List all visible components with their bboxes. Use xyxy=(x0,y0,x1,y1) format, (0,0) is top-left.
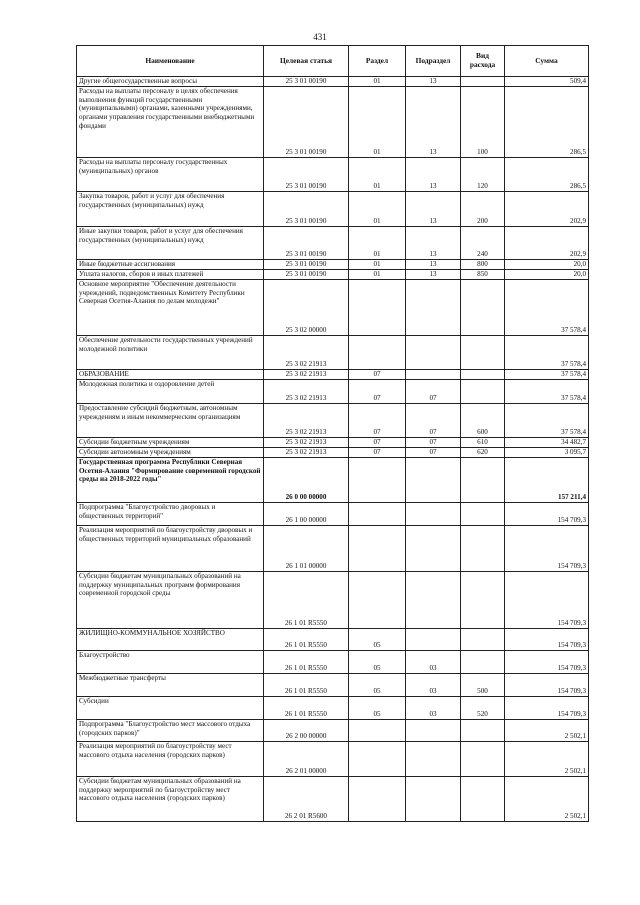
row-name: ОБРАЗОВАНИЕ xyxy=(77,369,264,379)
row-target-article: 26 1 01 R5550 xyxy=(264,571,349,628)
row-section: 01 xyxy=(349,86,406,157)
row-name: Благоустройство xyxy=(77,650,264,673)
row-name: Уплата налогов, сборов и иных платежей xyxy=(77,269,264,279)
table-row xyxy=(77,447,589,457)
row-target-article: 26 1 01 R5550 xyxy=(264,628,349,650)
row-expense-type xyxy=(461,279,505,335)
table-row xyxy=(77,525,589,571)
row-name: Обеспечение деятельности государственных учреждений молодежной политики xyxy=(77,335,264,369)
row-sum: 37 578,4 xyxy=(505,279,589,335)
row-section xyxy=(349,335,406,369)
row-sum: 154 709,3 xyxy=(505,571,589,628)
row-sum: 202,9 xyxy=(505,226,589,259)
table-row xyxy=(77,502,589,525)
table-row xyxy=(77,369,589,379)
row-section: 01 xyxy=(349,269,406,279)
table-row xyxy=(77,571,589,628)
row-name: Основное мероприятие "Обеспечение деятельности учреждений, подведомственных Комитету Республики Северная Осетия-Алания по делам молодежи" xyxy=(77,279,264,335)
row-sum: 34 482,7 xyxy=(505,437,589,447)
row-sum: 154 709,3 xyxy=(505,525,589,571)
row-name: Молодежная политика и оздоровление детей xyxy=(77,379,264,403)
row-sum: 2 502,1 xyxy=(505,741,589,776)
row-subsection: 13 xyxy=(406,157,461,191)
table-row xyxy=(77,77,589,87)
table-row xyxy=(77,226,589,259)
row-expense-type: 600 xyxy=(461,403,505,437)
row-expense-type: 200 xyxy=(461,191,505,226)
table-row xyxy=(77,437,589,447)
row-target-article: 26 0 00 00000 xyxy=(264,457,349,502)
row-name: Межбюджетные трансферты xyxy=(77,673,264,696)
header-target-article: Целевая статья xyxy=(264,46,349,77)
row-target-article: 26 2 01 00000 xyxy=(264,741,349,776)
row-expense-type xyxy=(461,650,505,673)
row-target-article: 26 1 01 R5550 xyxy=(264,696,349,719)
table-row xyxy=(77,259,589,269)
row-section xyxy=(349,719,406,741)
row-target-article: 26 2 01 R5600 xyxy=(264,776,349,821)
row-target-article: 25 3 01 00190 xyxy=(264,157,349,191)
table-row xyxy=(77,628,589,650)
row-section xyxy=(349,776,406,821)
row-target-article: 25 3 01 00190 xyxy=(264,77,349,87)
row-target-article: 25 3 02 00000 xyxy=(264,279,349,335)
row-expense-type: 100 xyxy=(461,86,505,157)
row-target-article: 26 2 00 00000 xyxy=(264,719,349,741)
row-subsection: 07 xyxy=(406,437,461,447)
row-name: Предоставление субсидий бюджетным, автономным учреждениям и иным некоммерческим организациям xyxy=(77,403,264,437)
row-expense-type: 120 xyxy=(461,157,505,191)
table-row xyxy=(77,650,589,673)
row-expense-type xyxy=(461,379,505,403)
row-name: Закупка товаров, работ и услуг для обеспечения государственных (муниципальных) нужд xyxy=(77,191,264,226)
row-subsection: 07 xyxy=(406,447,461,457)
row-target-article: 25 3 02 21913 xyxy=(264,437,349,447)
row-expense-type xyxy=(461,628,505,650)
table-row xyxy=(77,403,589,437)
row-target-article: 25 3 02 21913 xyxy=(264,369,349,379)
row-section xyxy=(349,525,406,571)
table-row xyxy=(77,269,589,279)
row-subsection: 13 xyxy=(406,77,461,87)
row-name: ЖИЛИЩНО-КОММУНАЛЬНОЕ ХОЗЯЙСТВО xyxy=(77,628,264,650)
row-target-article: 25 3 01 00190 xyxy=(264,191,349,226)
header-sum: Сумма xyxy=(505,46,589,77)
row-subsection xyxy=(406,457,461,502)
table-row xyxy=(77,457,589,502)
row-expense-type: 500 xyxy=(461,673,505,696)
row-subsection xyxy=(406,628,461,650)
row-expense-type xyxy=(461,525,505,571)
table-row xyxy=(77,741,589,776)
row-target-article: 25 3 02 21913 xyxy=(264,403,349,437)
row-sum: 37 578,4 xyxy=(505,369,589,379)
row-target-article: 25 3 01 00190 xyxy=(264,269,349,279)
row-name: Государственная программа Республики Северная Осетия-Алания "Формирование современной городской среды на 2018-2022 годы" xyxy=(77,457,264,502)
row-name: Расходы на выплаты персоналу в целях обеспечения выполнения функций государственными (муниципальными) органами, казенными учреждениями, органами управления государственными внебюджетными фондами xyxy=(77,86,264,157)
row-sum: 157 211,4 xyxy=(505,457,589,502)
row-expense-type: 610 xyxy=(461,437,505,447)
row-sum: 202,9 xyxy=(505,191,589,226)
row-section xyxy=(349,502,406,525)
row-name: Подпрограмма "Благоустройство мест массового отдыха (городских парков)" xyxy=(77,719,264,741)
row-subsection: 13 xyxy=(406,259,461,269)
row-subsection: 03 xyxy=(406,650,461,673)
table-row xyxy=(77,335,589,369)
row-name: Субсидии бюджетам муниципальных образований на поддержку муниципальных программ формирования современной городской среды xyxy=(77,571,264,628)
row-sum: 37 578,4 xyxy=(505,335,589,369)
header-subsection: Подраздел xyxy=(406,46,461,77)
row-subsection xyxy=(406,719,461,741)
row-expense-type: 800 xyxy=(461,259,505,269)
table-row xyxy=(77,776,589,821)
row-sum: 286,5 xyxy=(505,157,589,191)
row-subsection: 07 xyxy=(406,403,461,437)
row-expense-type xyxy=(461,457,505,502)
row-sum: 154 709,3 xyxy=(505,696,589,719)
table-row xyxy=(77,696,589,719)
row-expense-type xyxy=(461,335,505,369)
row-expense-type: 850 xyxy=(461,269,505,279)
row-expense-type xyxy=(461,502,505,525)
row-expense-type xyxy=(461,776,505,821)
row-section: 01 xyxy=(349,191,406,226)
row-sum: 3 095,7 xyxy=(505,447,589,457)
row-sum: 154 709,3 xyxy=(505,628,589,650)
row-sum: 286,5 xyxy=(505,86,589,157)
row-section: 07 xyxy=(349,447,406,457)
row-expense-type xyxy=(461,369,505,379)
header-expense-type: Вид расхода xyxy=(461,46,505,77)
row-expense-type: 240 xyxy=(461,226,505,259)
row-subsection xyxy=(406,776,461,821)
row-expense-type xyxy=(461,571,505,628)
row-sum: 37 578,4 xyxy=(505,403,589,437)
row-target-article: 26 1 01 R5550 xyxy=(264,673,349,696)
row-name: Подпрограмма "Благоустройство дворовых и общественных территорий" xyxy=(77,502,264,525)
row-subsection xyxy=(406,279,461,335)
row-subsection: 03 xyxy=(406,673,461,696)
row-sum: 37 578,4 xyxy=(505,379,589,403)
row-section: 01 xyxy=(349,259,406,269)
row-sum: 154 709,3 xyxy=(505,650,589,673)
row-target-article: 25 3 01 00190 xyxy=(264,86,349,157)
row-name: Субсидии xyxy=(77,696,264,719)
row-section: 05 xyxy=(349,696,406,719)
row-sum: 2 502,1 xyxy=(505,776,589,821)
row-sum: 2 502,1 xyxy=(505,719,589,741)
row-name: Иные бюджетные ассигнования xyxy=(77,259,264,269)
row-section: 01 xyxy=(349,226,406,259)
row-section: 07 xyxy=(349,379,406,403)
row-expense-type: 520 xyxy=(461,696,505,719)
row-section: 07 xyxy=(349,403,406,437)
table-row xyxy=(77,86,589,157)
table-row xyxy=(77,673,589,696)
page-number: 431 xyxy=(313,32,327,42)
row-sum: 20,0 xyxy=(505,259,589,269)
row-subsection: 13 xyxy=(406,86,461,157)
row-subsection xyxy=(406,741,461,776)
row-target-article: 25 3 02 21913 xyxy=(264,335,349,369)
row-subsection: 13 xyxy=(406,226,461,259)
header-section: Раздел xyxy=(349,46,406,77)
row-target-article: 26 1 00 00000 xyxy=(264,502,349,525)
row-target-article: 25 3 01 00190 xyxy=(264,259,349,269)
table-row xyxy=(77,191,589,226)
row-section: 05 xyxy=(349,673,406,696)
header-name: Наименование xyxy=(77,46,264,77)
row-expense-type: 620 xyxy=(461,447,505,457)
row-subsection: 03 xyxy=(406,696,461,719)
row-target-article: 26 1 01 00000 xyxy=(264,525,349,571)
row-sum: 154 709,3 xyxy=(505,673,589,696)
row-section xyxy=(349,457,406,502)
table-row xyxy=(77,279,589,335)
row-name: Другие общегосударственные вопросы xyxy=(77,77,264,87)
row-name: Субсидии бюджетам муниципальных образований на поддержку мероприятий по благоустройству мест массового отдыха населения (городских парков) xyxy=(77,776,264,821)
row-section: 01 xyxy=(349,157,406,191)
row-target-article: 25 3 02 21913 xyxy=(264,379,349,403)
row-name: Субсидии автономным учреждениям xyxy=(77,447,264,457)
row-section: 07 xyxy=(349,437,406,447)
row-section xyxy=(349,741,406,776)
table-row xyxy=(77,157,589,191)
row-section: 05 xyxy=(349,628,406,650)
row-subsection xyxy=(406,335,461,369)
row-section: 01 xyxy=(349,77,406,87)
row-subsection xyxy=(406,502,461,525)
row-subsection xyxy=(406,525,461,571)
row-expense-type xyxy=(461,741,505,776)
row-name: Реализация мероприятий по благоустройству дворовых и общественных территорий муниципальных образований xyxy=(77,525,264,571)
row-subsection xyxy=(406,369,461,379)
row-subsection: 07 xyxy=(406,379,461,403)
row-section: 05 xyxy=(349,650,406,673)
row-subsection xyxy=(406,571,461,628)
row-target-article: 25 3 02 21913 xyxy=(264,447,349,457)
row-section: 07 xyxy=(349,369,406,379)
table-row xyxy=(77,719,589,741)
table-row xyxy=(77,379,589,403)
row-sum: 20,0 xyxy=(505,269,589,279)
row-subsection: 13 xyxy=(406,269,461,279)
row-name: Реализация мероприятий по благоустройству мест массового отдыха населения (городских парков) xyxy=(77,741,264,776)
row-sum: 509,4 xyxy=(505,77,589,87)
row-name: Расходы на выплаты персоналу государственных (муниципальных) органов xyxy=(77,157,264,191)
row-name: Субсидии бюджетным учреждениям xyxy=(77,437,264,447)
budget-table xyxy=(76,45,589,822)
row-subsection: 13 xyxy=(406,191,461,226)
header-row xyxy=(77,46,589,77)
row-expense-type xyxy=(461,77,505,87)
row-sum: 154 709,3 xyxy=(505,502,589,525)
row-section xyxy=(349,571,406,628)
row-expense-type xyxy=(461,719,505,741)
row-name: Иные закупки товаров, работ и услуг для обеспечения государственных (муниципальных) нужд xyxy=(77,226,264,259)
row-target-article: 25 3 01 00190 xyxy=(264,226,349,259)
row-section xyxy=(349,279,406,335)
row-target-article: 26 1 01 R5550 xyxy=(264,650,349,673)
